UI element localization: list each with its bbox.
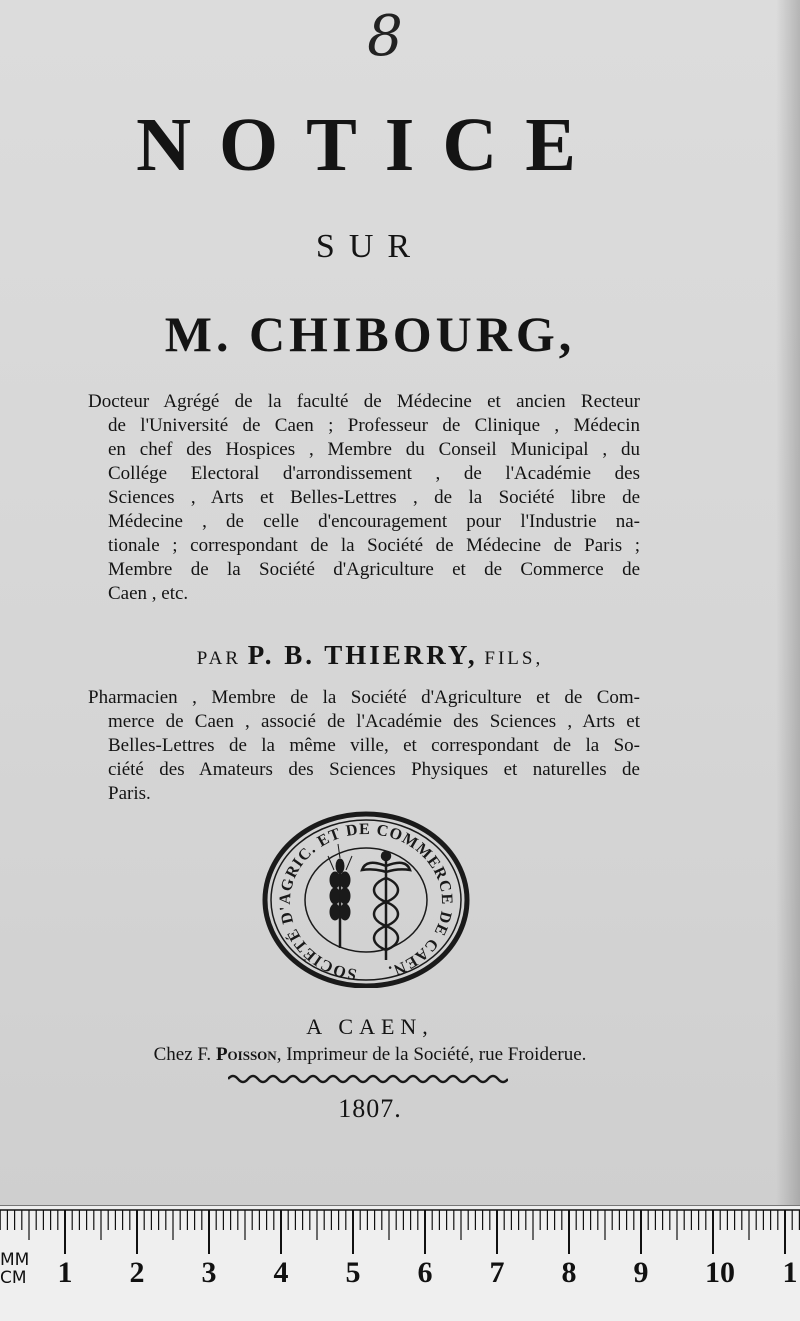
ruler-cm-number: 8 — [561, 1256, 577, 1289]
ruler-cm-number: 3 — [201, 1256, 217, 1289]
description-line: Caen , etc. — [108, 583, 189, 604]
subject-description — [88, 390, 640, 606]
description-line: Docteur Agrégé de la faculté de Médecine et ancien Recteur — [88, 391, 640, 412]
author-name: P. B. THIERRY, — [247, 640, 478, 670]
byline-par: PAR — [196, 648, 241, 669]
qualification-line: Paris. — [108, 783, 151, 804]
author-qualifications — [88, 686, 640, 806]
decorative-wavy-rule — [228, 1071, 508, 1087]
description-line: tionale ; correspondant de la Société de Médecine de Paris ; — [108, 535, 640, 556]
ruler-cm-number: 5 — [345, 1256, 361, 1289]
qualification-line: merce de Caen , associé de l'Académie des Sciences , Arts et — [108, 711, 640, 732]
page-title: NOTICE — [136, 103, 604, 187]
imprint-chez: Chez F. — [153, 1044, 212, 1065]
ruler-cm-number: 4 — [273, 1256, 289, 1289]
subject-name: M. CHIBOURG, — [164, 306, 576, 362]
ruler-cm-label: CM — [0, 1268, 27, 1288]
publication-year: 1807. — [338, 1094, 402, 1123]
ruler-cm-number: 7 — [489, 1256, 505, 1289]
byline-fils: FILS, — [484, 648, 544, 669]
ruler-cm-number: 6 — [417, 1256, 433, 1289]
qualification-line: Belles-Lettres de la même ville, et correspondant de la So- — [108, 735, 640, 756]
description-line: Sciences , Arts et Belles-Lettres , de la Société libre de — [108, 487, 640, 508]
qualification-line: Pharmacien , Membre de la Société d'Agriculture et de Com- — [88, 687, 640, 708]
imprint-printer — [0, 1044, 740, 1066]
description-line: en chef des Hospices , Membre du Conseil Municipal , du — [108, 439, 640, 460]
ruler-mm-label: MM — [0, 1250, 30, 1270]
ruler-cm-number: 1 — [57, 1256, 73, 1289]
ruler-cm-number: 1 — [782, 1256, 798, 1289]
society-seal-stamp — [262, 808, 470, 988]
title-preposition: SUR — [315, 228, 425, 265]
imprint-city: A CAEN, — [306, 1014, 434, 1039]
description-line: Membre de la Société d'Agriculture et de Commerce de — [108, 559, 640, 580]
seal-legend: SOCIÉTÉ D'AGRIC. ET DE COMMERCE DE CAEN. — [276, 820, 456, 983]
qualification-line: ciété des Amateurs des Sciences Physiques et naturelles de — [108, 759, 640, 780]
description-line: Médecine , de celle d'encouragement pour l'Industrie na- — [108, 511, 640, 532]
imprint-printer-name: Poisson — [215, 1044, 277, 1065]
caduceus-icon — [362, 852, 410, 960]
wheat-ear-icon — [328, 844, 352, 948]
author-byline — [0, 640, 740, 671]
ruler-cm-number: 10 — [705, 1256, 735, 1289]
handwritten-folio-number: 8 — [367, 4, 403, 69]
ruler-cm-number: 9 — [633, 1256, 649, 1289]
description-line: de l'Université de Caen ; Professeur de Clinique , Médecin — [108, 415, 640, 436]
imprint-address: , Imprimeur de la Société, rue Froiderue. — [276, 1044, 587, 1065]
description-line: Collége Electoral d'arrondissement , de l'Académie des — [108, 463, 640, 484]
ruler-cm-number: 2 — [129, 1256, 145, 1289]
